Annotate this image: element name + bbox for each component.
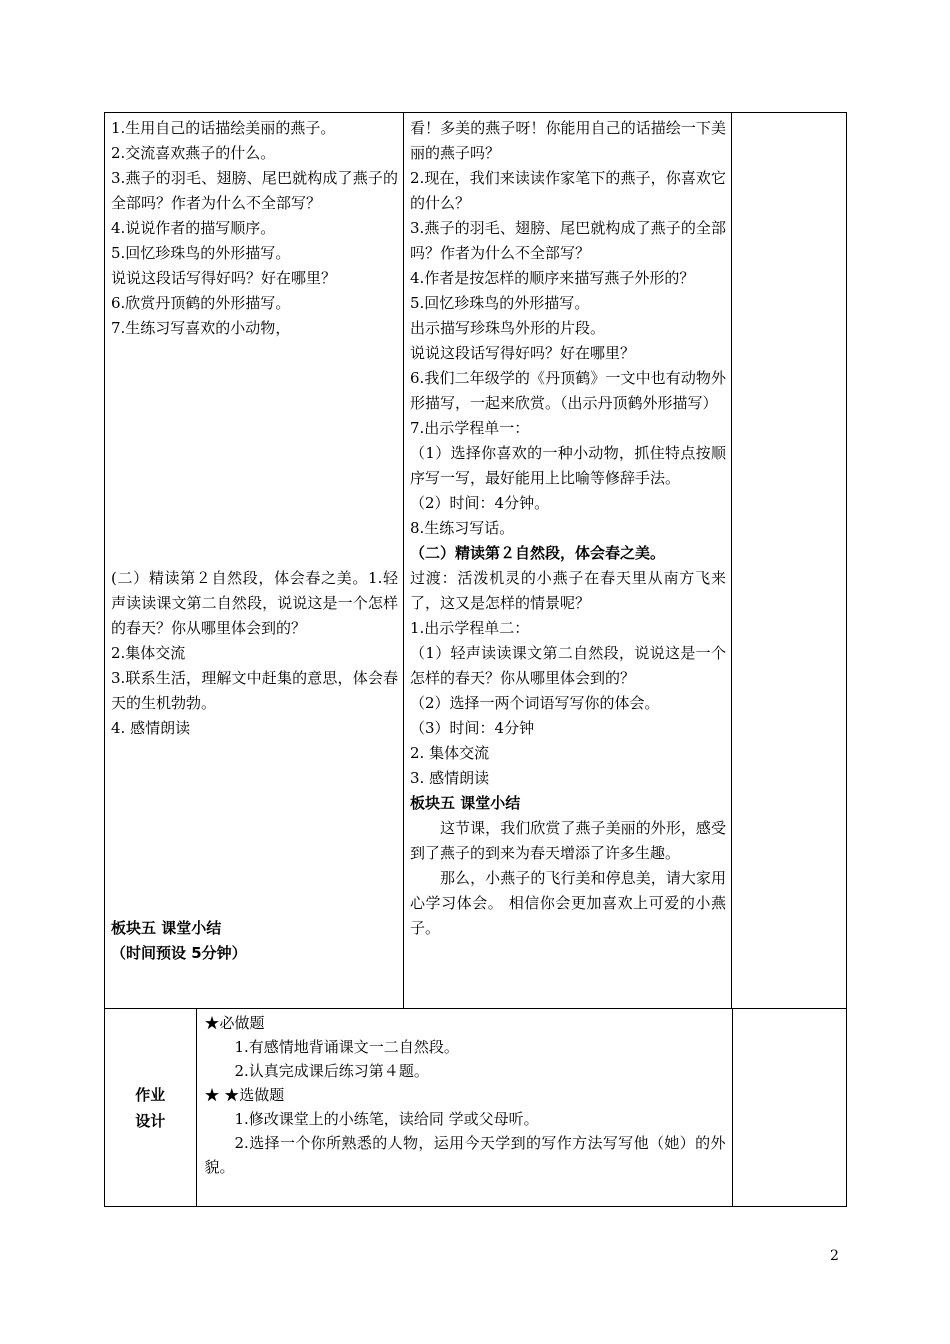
teacher-line: 1.出示学程单二： (410, 619, 530, 637)
teacher-line: 2. 集体交流 (410, 744, 490, 762)
homework-label: 作业 (135, 1085, 166, 1104)
teacher-line: 3.燕子的羽毛、翅膀、尾巴就构成了燕子的全部吗？作者为什么不全部写？ (410, 219, 726, 262)
homework-label-cell (105, 1009, 196, 1206)
section2-title: （二）精读第２自然段，体会春之美。 (410, 544, 666, 562)
homework-notes-cell (732, 1009, 847, 1206)
teacher-line: 出示描写珍珠鸟外形的片段。 (410, 319, 606, 337)
teacher-line: 3. 感情朗读 (410, 769, 490, 787)
teacher-guidance-cell (404, 113, 732, 1009)
student-line: 1.生用自己的话描绘美丽的燕子。 (111, 119, 336, 137)
activity-row (105, 113, 847, 1009)
summary-paragraph: 那么，小燕子的飞行美和停息美，请大家用心学习体会。 相信你会更加喜欢上可爱的小燕子。 (410, 869, 726, 937)
summary-paragraph: 这节课，我们欣赏了燕子美丽的外形，感受到了燕子的到来为春天增添了许多生趣。 (410, 819, 726, 862)
teacher-line: 过渡：活泼机灵的小燕子在春天里从南方飞来了，这又是怎样的情景呢？ (410, 569, 726, 612)
homework-label: 设计 (135, 1111, 166, 1130)
teacher-line: （1）选择你喜欢的一种小动物，抓住特点按顺序写一写，最好能用上比喻等修辞手法。 (410, 444, 726, 487)
teacher-line: 说说这段话写得好吗？好在哪里？ (410, 344, 636, 362)
homework-item: 2.选择一个你所熟悉的人物，运用今天学到的写作方法写写他（她）的外貌。 (204, 1134, 726, 1176)
student-activity-cell (105, 113, 404, 1009)
notes-cell (732, 113, 847, 1009)
homework-item: 2.认真完成课后练习第４题。 (234, 1062, 429, 1080)
optional-title: ★ ★选做题 (204, 1086, 285, 1104)
teacher-line: （3）时间：4分钟 (410, 719, 535, 737)
student-line: 4.说说作者的描写顺序。 (111, 219, 276, 237)
student-line: 7.生练习写喜欢的小动物， (111, 319, 291, 337)
student-line: 3.联系生活，理解文中赶集的意思，体会春天的生机勃勃。 (111, 669, 398, 712)
teacher-line: 2.现在，我们来读读作家笔下的燕子，你喜欢它的什么？ (410, 169, 726, 212)
homework-row (105, 1009, 847, 1207)
student-line: 说说这段话写得好吗？好在哪里？ (111, 269, 337, 287)
teacher-line: （2）选择一两个词语写写你的体会。 (410, 694, 660, 712)
student-line: 2.集体交流 (111, 644, 186, 662)
homework-cell (105, 1009, 847, 1207)
homework-item: 1.有感情地背诵课文一二自然段。 (234, 1038, 459, 1056)
student-line: 6.欣赏丹顶鹤的外形描写。 (111, 294, 291, 312)
required-title: ★必做题 (204, 1014, 265, 1032)
teacher-line: （1）轻声读读课文第二自然段，说说这是一个怎样的春天？你从哪里体会到的？ (410, 644, 726, 687)
block5-time: （时间预设 5分钟） (111, 944, 247, 962)
teacher-line: 6.我们二年级学的《丹顶鹤》一文中也有动物外形描写，一起来欣赏。（出示丹顶鹤外形描写） (410, 369, 726, 412)
teacher-line: 8.生练习写话。 (410, 519, 515, 537)
teacher-line: 看！多美的燕子呀！你能用自己的话描绘一下美丽的燕子吗？ (410, 119, 726, 162)
page-number: 2 (830, 1248, 839, 1264)
teacher-line: 7.出示学程单一： (410, 419, 530, 437)
block5-title: 板块五 课堂小结 (410, 794, 521, 812)
student-line: 5.回忆珍珠鸟的外形描写。 (111, 244, 291, 262)
student-line: (二）精读第２自然段，体会春之美。1.轻声读读课文第二自然段，说说这是一个怎样的春天？你从哪里体会到的？ (111, 569, 398, 637)
teacher-line: 5.回忆珍珠鸟的外形描写。 (410, 294, 590, 312)
student-line: 2.交流喜欢燕子的什么。 (111, 144, 276, 162)
teacher-line: （2）时间：4分钟。 (410, 494, 550, 512)
student-line: 3.燕子的羽毛、翅膀、尾巴就构成了燕子的全部吗？作者为什么不全部写？ (111, 169, 398, 212)
lesson-plan-table (104, 112, 847, 1207)
teacher-line: 4.作者是按怎样的顺序来描写燕子外形的？ (410, 269, 695, 287)
homework-item: 1.修改课堂上的小练笔，读给同 学或父母听。 (234, 1110, 539, 1128)
homework-content-cell (196, 1009, 732, 1206)
block5-title: 板块五 课堂小结 (111, 919, 222, 937)
student-line: 4. 感情朗读 (111, 719, 191, 737)
